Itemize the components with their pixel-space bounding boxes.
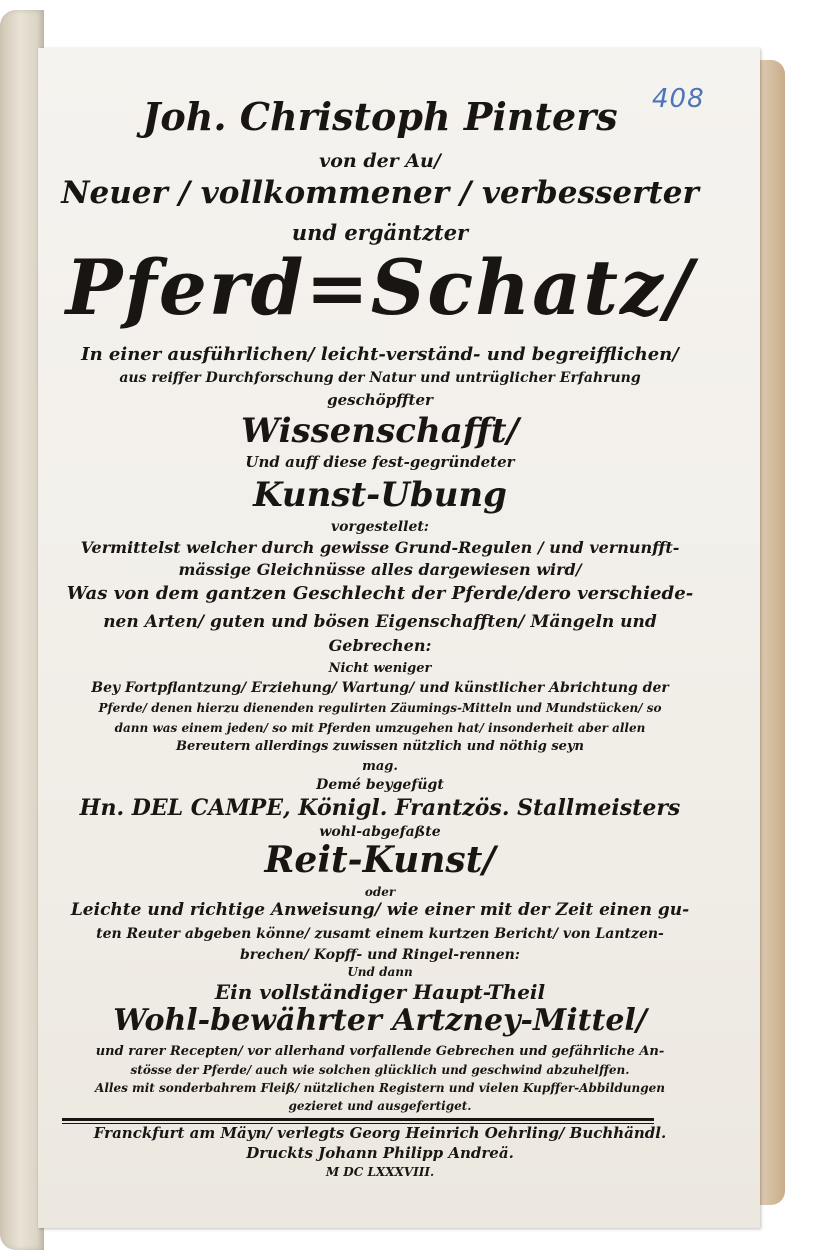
imprint-line-2: Druckts Johann Philipp Andreä. (246, 1144, 514, 1162)
body-line-15: Bereutern allerdings zuwissen nützlich und nöthig seyn (176, 739, 584, 754)
body-line-27: stösse der Pferde/ auch wie solchen glücklich und geschwind abzuhelffen. (130, 1063, 630, 1077)
body-line-23: brechen/ Kopff- und Ringel-rennen: (240, 947, 520, 963)
body-line-29: gezieret und ausgefertiget. (288, 1099, 472, 1113)
imprint-rule-thick (62, 1118, 654, 1121)
main-title: Pferd=Schatz/ (65, 243, 695, 332)
body-line-19: wohl-abgefaßte (319, 824, 441, 840)
adjectives-line: Neuer / vollkommener / verbesserter (61, 175, 699, 211)
body-line-25: Ein vollständiger Haupt-Theil (214, 980, 546, 1004)
body-line-9: nen Arten/ guten und bösen Eigenschafften/ Mängeln und (103, 612, 657, 632)
conjunction-line: und ergäntzter (291, 220, 469, 245)
body-line-11: Nicht weniger (328, 661, 432, 676)
body-line-16: mag. (362, 759, 398, 774)
reit-kunst-heading: Reit-Kunst/ (264, 839, 496, 881)
body-line-13: Pferde/ denen hierzu dienenden regulirten Zäumings-Mitteln und Mundstücken/ so (98, 701, 662, 715)
body-line-3: geschöpffter (327, 391, 433, 409)
body-line-12: Bey Fortpflantzung/ Erziehung/ Wartung/ und künstlicher Abrichtung der (91, 680, 669, 696)
body-line-26: und rarer Recepten/ vor allerhand vorfallende Gebrechen und gefährliche An- (95, 1044, 665, 1059)
body-line-22: ten Reuter abgeben könne/ zusamt einem kurtzen Bericht/ von Lantzen- (96, 926, 664, 942)
origin-line: von der Au/ (319, 150, 441, 172)
author-line: Joh. Christoph Pinters (142, 94, 618, 139)
body-line-2: aus reiffer Durchforschung der Natur und untrüglicher Erfahrung (119, 370, 641, 386)
body-line-6: Vermittelst welcher durch gewisse Grund-Regulen / und vernunfft- (80, 538, 680, 557)
body-line-14: dann was einem jeden/ so mit Pferden umzugehen hat/ insonderheit aber allen (114, 721, 646, 735)
imprint-line-1: Franckfurt am Mäyn/ verlegts Georg Heinrich Oehrling/ Buchhändl. (93, 1124, 667, 1142)
body-line-7: mässige Gleichnüsse alles dargewiesen wird/ (178, 560, 582, 579)
kunst-ubung-heading: Kunst-Ubung (253, 475, 507, 515)
arzney-heading: Wohl-bewährter Artzney-Mittel/ (113, 1003, 647, 1038)
body-line-21: Leichte und richtige Anweisung/ wie einer mit der Zeit einen gu- (70, 900, 690, 920)
body-line-28: Alles mit sonderbahrem Fleiß/ nützlichen Registern und vielen Kupffer-Abbildungen (95, 1081, 665, 1095)
body-line-17: Demé beygefügt (316, 777, 444, 793)
body-line-8: Was von dem gantzen Geschlecht der Pferde/dero verschiede- (66, 583, 694, 604)
body-line-1: In einer ausführlichen/ leicht-verständ- und begreifflichen/ (81, 344, 679, 365)
body-line-4: Und auff diese fest-gegründeter (245, 453, 515, 471)
wissenschafft-heading: Wissenschafft/ (241, 411, 519, 451)
body-line-10: Gebrechen: (328, 636, 432, 655)
body-line-20: oder (364, 885, 396, 899)
body-line-24: Und dann (347, 965, 413, 979)
body-line-5: vorgestellet: (331, 519, 429, 535)
handwritten-shelfmark: 408 (652, 84, 705, 114)
body-line-18: Hn. DEL CAMPE, Königl. Frantzös. Stallmeisters (79, 795, 681, 821)
imprint-year: M DC LXXXVIII. (325, 1165, 435, 1179)
